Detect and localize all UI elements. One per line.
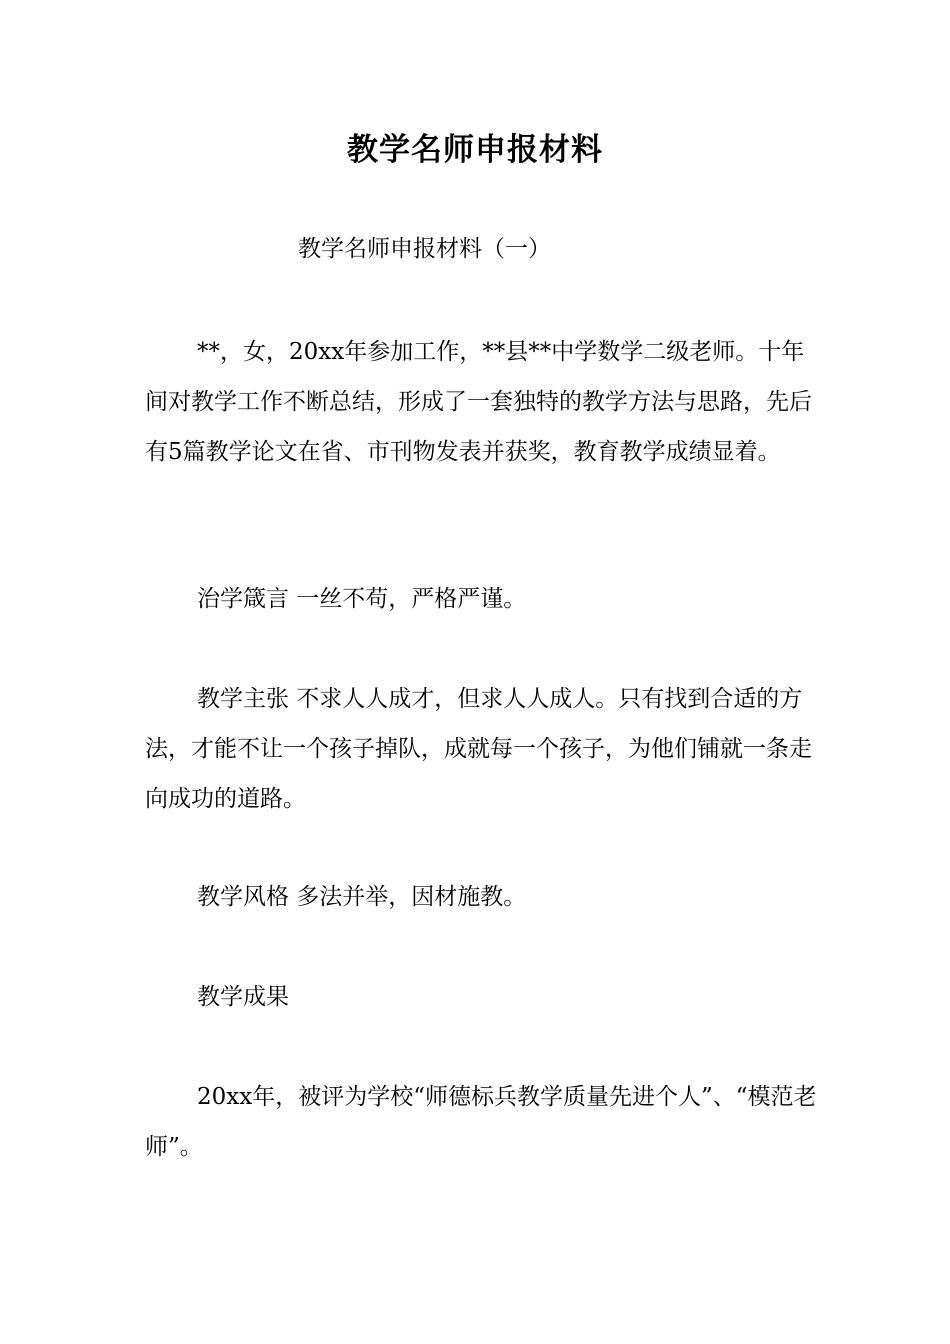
paragraph-achievements-heading: 教学成果 (197, 984, 289, 1010)
paragraph-teaching-philosophy: 教学主张 不求人人成才，但求人人成人。只有找到合适的方法，才能不让一个孩子掉队，成就每一个孩子，为他们铺就一条走向成功的道路。 (145, 686, 812, 812)
paragraph-introduction: **，女，20xx年参加工作，**县**中学数学二级老师。十年间对教学工作不断总结，形成了一套独特的教学方法与思路，先后有5篇教学论文在省、市刊物发表并获奖，教育教学成绩显着。 (145, 339, 812, 465)
paragraph-motto: 治学箴言 一丝不苟，严格严谨。 (197, 586, 527, 612)
paragraph-teaching-style: 教学风格 多法并举，因材施教。 (197, 884, 527, 910)
document-title: 教学名师申报材料 (347, 132, 603, 168)
paragraph-achievement-item: 20xx年，被评为学校“师德标兵教学质量先进个人”、“模范老师”。 (145, 1084, 817, 1160)
document-subtitle: 教学名师申报材料（一） (298, 236, 551, 262)
